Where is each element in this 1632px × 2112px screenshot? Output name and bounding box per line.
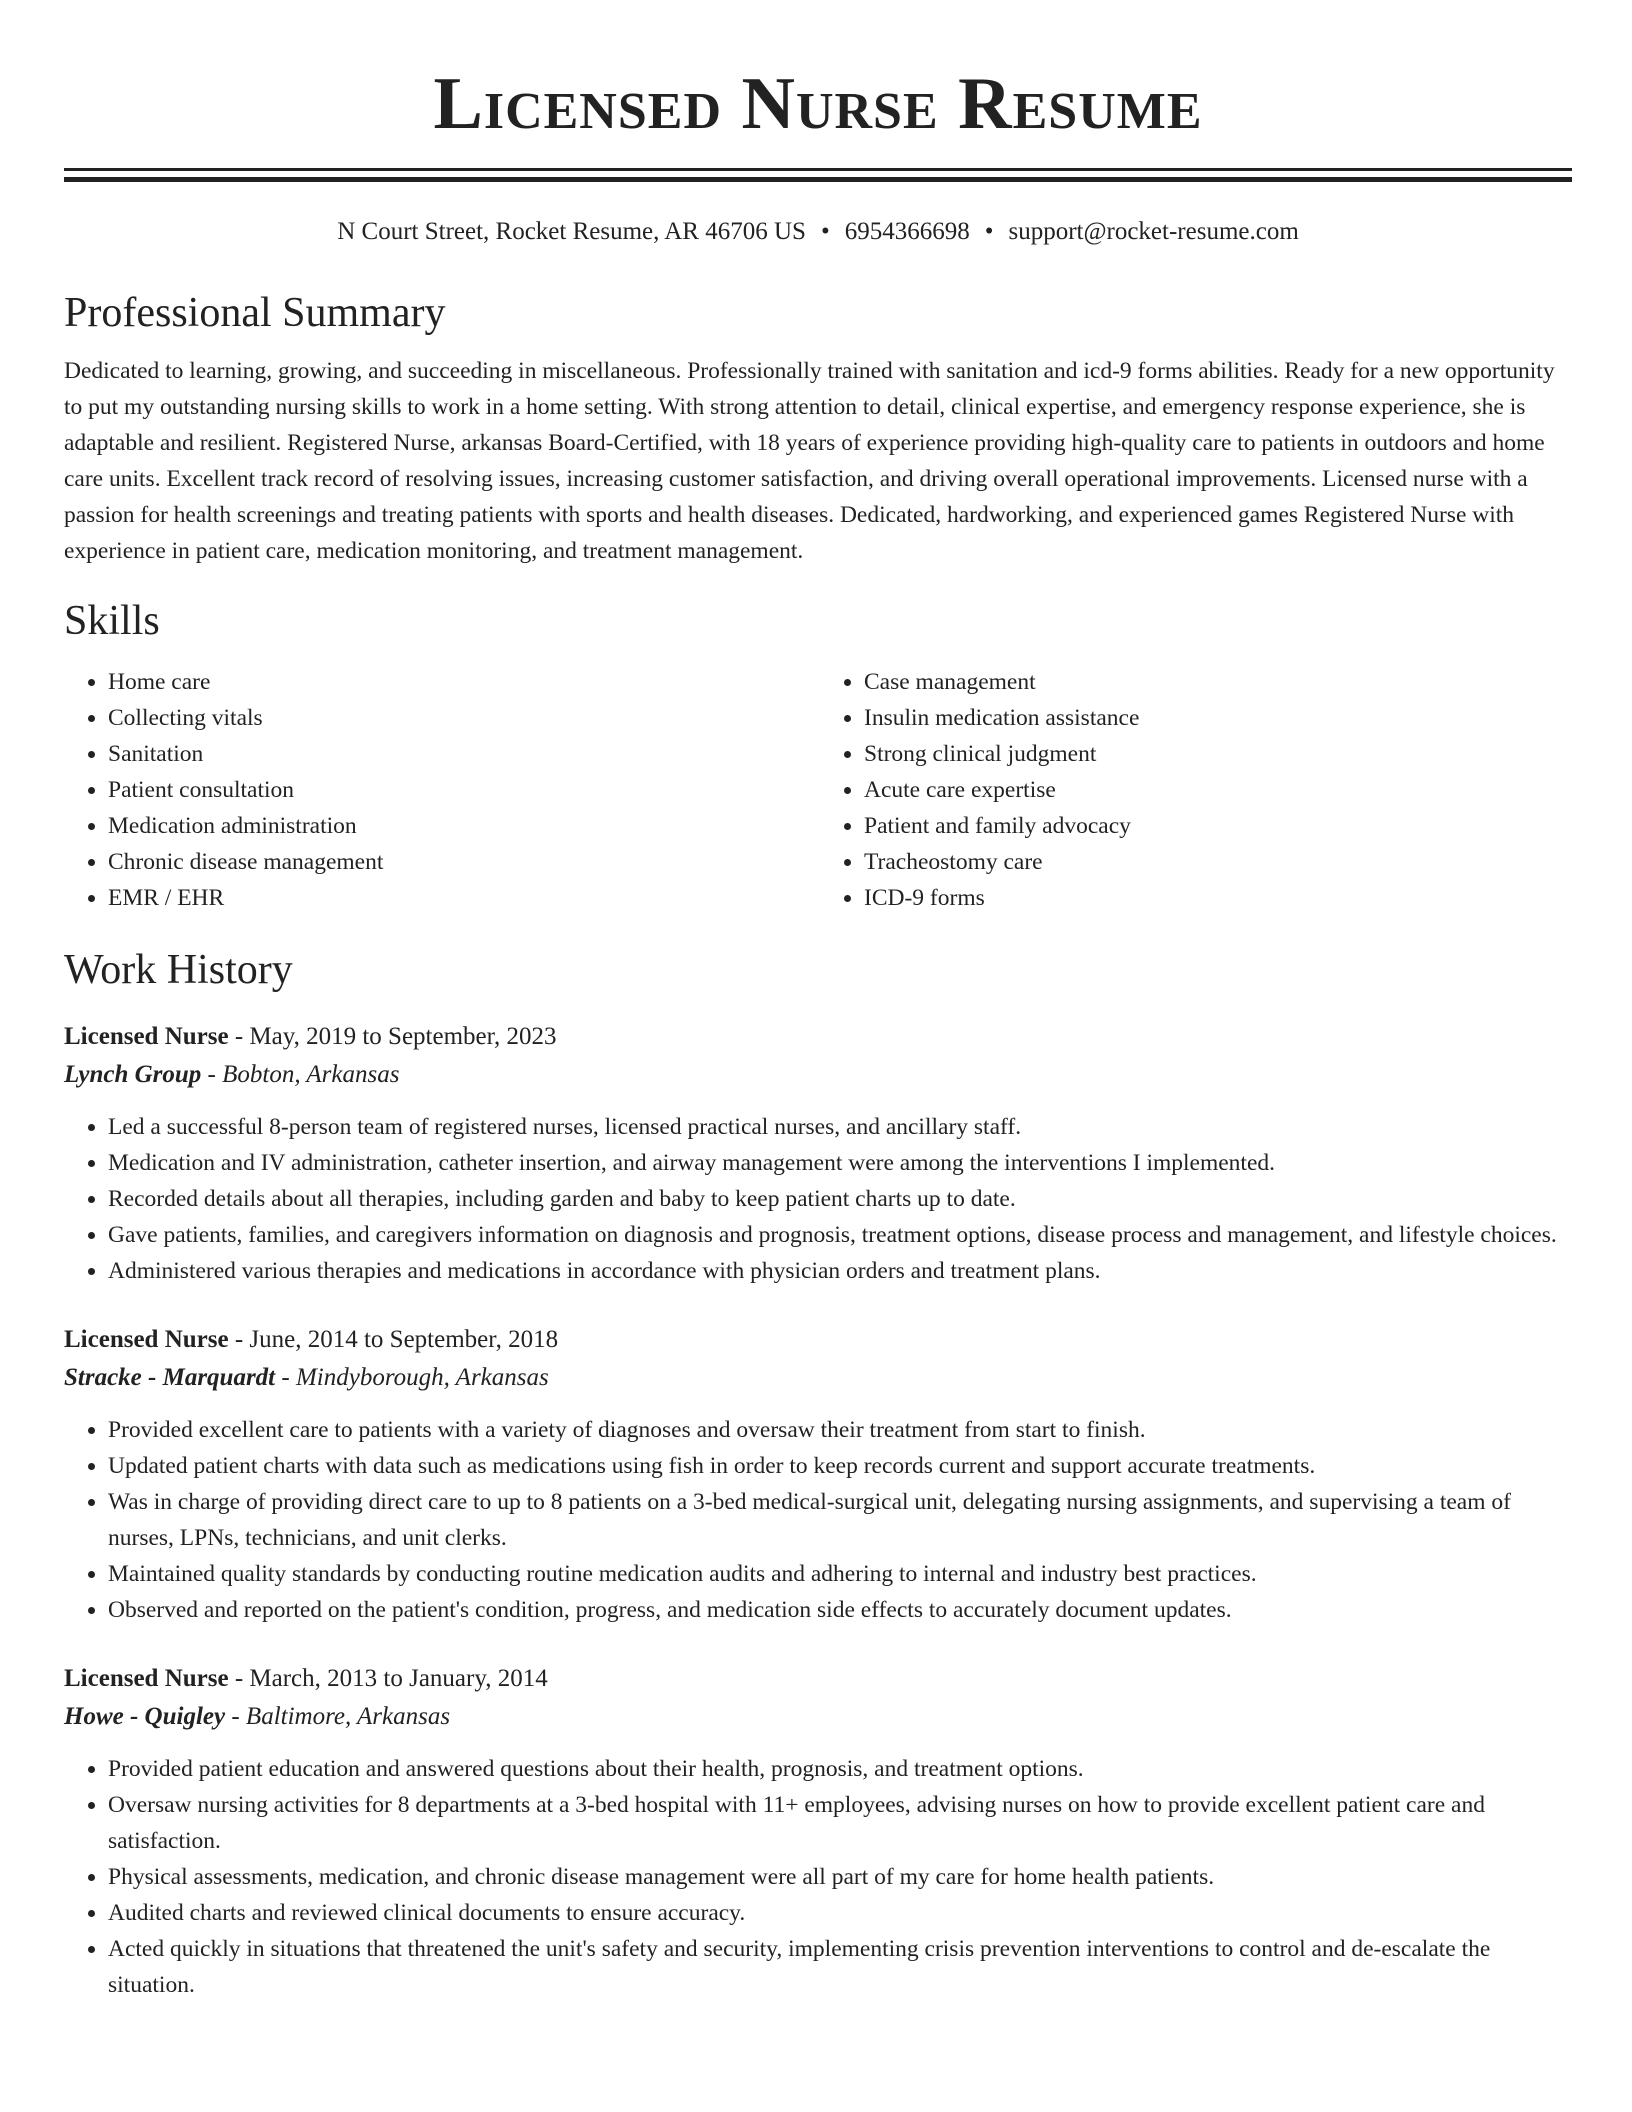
job-duty-item: • Gave patients, families, and caregivers information on diagnosis and prognosis, treatment options, disease process and management, and lifestyle choices. <box>108 1217 1572 1253</box>
job-company-line <box>64 1359 1572 1397</box>
job-duty-item: • Medication and IV administration, catheter insertion, and airway management were among the interventions I implemented. <box>108 1145 1572 1181</box>
job-duties <box>64 1751 1572 2003</box>
job-dates: - May, 2019 to September, 2023 <box>228 1023 557 1050</box>
job-company: Stracke - Marquardt <box>64 1364 276 1391</box>
job-company: Lynch Group <box>64 1061 202 1088</box>
skill-item: • Strong clinical judgment <box>864 736 1572 772</box>
job-company-line <box>64 1056 1572 1094</box>
job-title-line <box>64 1018 1572 1056</box>
job-entry <box>64 1321 1572 1628</box>
job-location: - Mindyborough, Arkansas <box>275 1364 549 1391</box>
skill-item: • Patient consultation <box>108 772 816 808</box>
job-title: Licensed Nurse <box>64 1326 229 1353</box>
job-duties <box>64 1109 1572 1289</box>
skill-item: • Tracheostomy care <box>864 844 1572 880</box>
title-rule-thin <box>64 168 1572 171</box>
work-history-heading: Work History <box>64 947 293 993</box>
job-duty-item: • Was in charge of providing direct care to up to 8 patients on a 3-bed medical-surgical unit, delegating nursing assignments, and supervising a team of nurses, LPNs, technicians, and unit clerks. <box>108 1484 1572 1556</box>
job-title: Licensed Nurse <box>64 1665 229 1692</box>
contact-separator: • <box>984 218 994 245</box>
skills-column-left <box>64 664 816 916</box>
job-duty-item: • Physical assessments, medication, and chronic disease management were all part of my care for home health patients. <box>108 1859 1572 1895</box>
job-title-line <box>64 1321 1572 1359</box>
job-company-line <box>64 1698 1572 1736</box>
contact-phone: 6954366698 <box>844 218 970 245</box>
job-duty-item: • Maintained quality standards by conducting routine medication audits and adhering to internal and industry best practices. <box>108 1556 1572 1592</box>
job-location: - Bobton, Arkansas <box>201 1061 400 1088</box>
job-entry <box>64 1660 1572 2003</box>
job-duty-item: • Provided patient education and answered questions about their health, prognosis, and treatment options. <box>108 1751 1572 1787</box>
skill-item: • Chronic disease management <box>108 844 816 880</box>
skills-column-right <box>816 664 1572 916</box>
job-duty-item: • Oversaw nursing activities for 8 departments at a 3-bed hospital with 11+ employees, advising nurses on how to provide excellent patient care and satisfaction. <box>108 1787 1572 1859</box>
job-title-line <box>64 1660 1572 1698</box>
job-duty-item: • Recorded details about all therapies, including garden and baby to keep patient charts up to date. <box>108 1181 1572 1217</box>
job-duty-item: • Observed and reported on the patient's condition, progress, and medication side effects to accurately document updates. <box>108 1592 1572 1628</box>
skill-item: • Acute care expertise <box>864 772 1572 808</box>
job-company: Howe - Quigley <box>64 1703 226 1730</box>
contact-address: N Court Street, Rocket Resume, AR 46706 US <box>337 218 806 245</box>
title-rule-thick <box>64 177 1572 182</box>
skill-item: • Collecting vitals <box>108 700 816 736</box>
skill-item: • Home care <box>108 664 816 700</box>
job-duty-item: • Provided excellent care to patients with a variety of diagnoses and oversaw their treatment from start to finish. <box>108 1412 1572 1448</box>
resume-page <box>64 0 1572 2003</box>
skill-item: • Patient and family advocacy <box>864 808 1572 844</box>
skill-item: • Medication administration <box>108 808 816 844</box>
job-duty-item: • Updated patient charts with data such as medications using fish in order to keep records current and support accurate treatments. <box>108 1448 1572 1484</box>
job-duty-item: • Acted quickly in situations that threatened the unit's safety and security, implementing crisis prevention interventions to control and de-escalate the situation. <box>108 1931 1572 2003</box>
skill-item: • Insulin medication assistance <box>864 700 1572 736</box>
job-title: Licensed Nurse <box>64 1023 229 1050</box>
skill-item: • Sanitation <box>108 736 816 772</box>
contact-line <box>64 216 1572 248</box>
skills-list <box>64 664 1572 916</box>
skill-item: • Case management <box>864 664 1572 700</box>
resume-title: Licensed Nurse Resume <box>433 63 1203 145</box>
skill-item: • ICD-9 forms <box>864 880 1572 916</box>
skill-item: • EMR / EHR <box>108 880 816 916</box>
job-location: - Baltimore, Arkansas <box>225 1703 451 1730</box>
contact-email: support@rocket-resume.com <box>1008 218 1299 245</box>
summary-text: Dedicated to learning, growing, and succeeding in miscellaneous. Professionally trained with sanitation and icd-9 forms abilities. Ready for a new opportunity to put my outstanding nursing skills to work in a home setting. With strong attention to detail, clinical expertise, and emergency response experience, she is adaptable and resilient. Registered Nurse, arkansas Board-Certified, with 18 years of experience providing high-quality care to patients in outdoors and home care units. Excellent track record of resolving issues, increasing customer satisfaction, and driving overall operational improvements. Licensed nurse with a passion for health screenings and treating patients with sports and health diseases. Dedicated, hardworking, and experienced games Registered Nurse with experience in patient care, medication monitoring, and treatment management. <box>64 358 1555 564</box>
skills-heading: Skills <box>64 598 160 644</box>
job-duty-item: • Audited charts and reviewed clinical documents to ensure accuracy. <box>108 1895 1572 1931</box>
job-duty-item: • Led a successful 8-person team of registered nurses, licensed practical nurses, and ancillary staff. <box>108 1109 1572 1145</box>
job-duties <box>64 1412 1572 1628</box>
job-dates: - March, 2013 to January, 2014 <box>228 1665 548 1692</box>
job-entry <box>64 1018 1572 1289</box>
summary-heading: Professional Summary <box>64 290 446 336</box>
contact-separator: • <box>820 218 830 245</box>
job-dates: - June, 2014 to September, 2018 <box>228 1326 559 1353</box>
job-duty-item: • Administered various therapies and medications in accordance with physician orders and treatment plans. <box>108 1253 1572 1289</box>
